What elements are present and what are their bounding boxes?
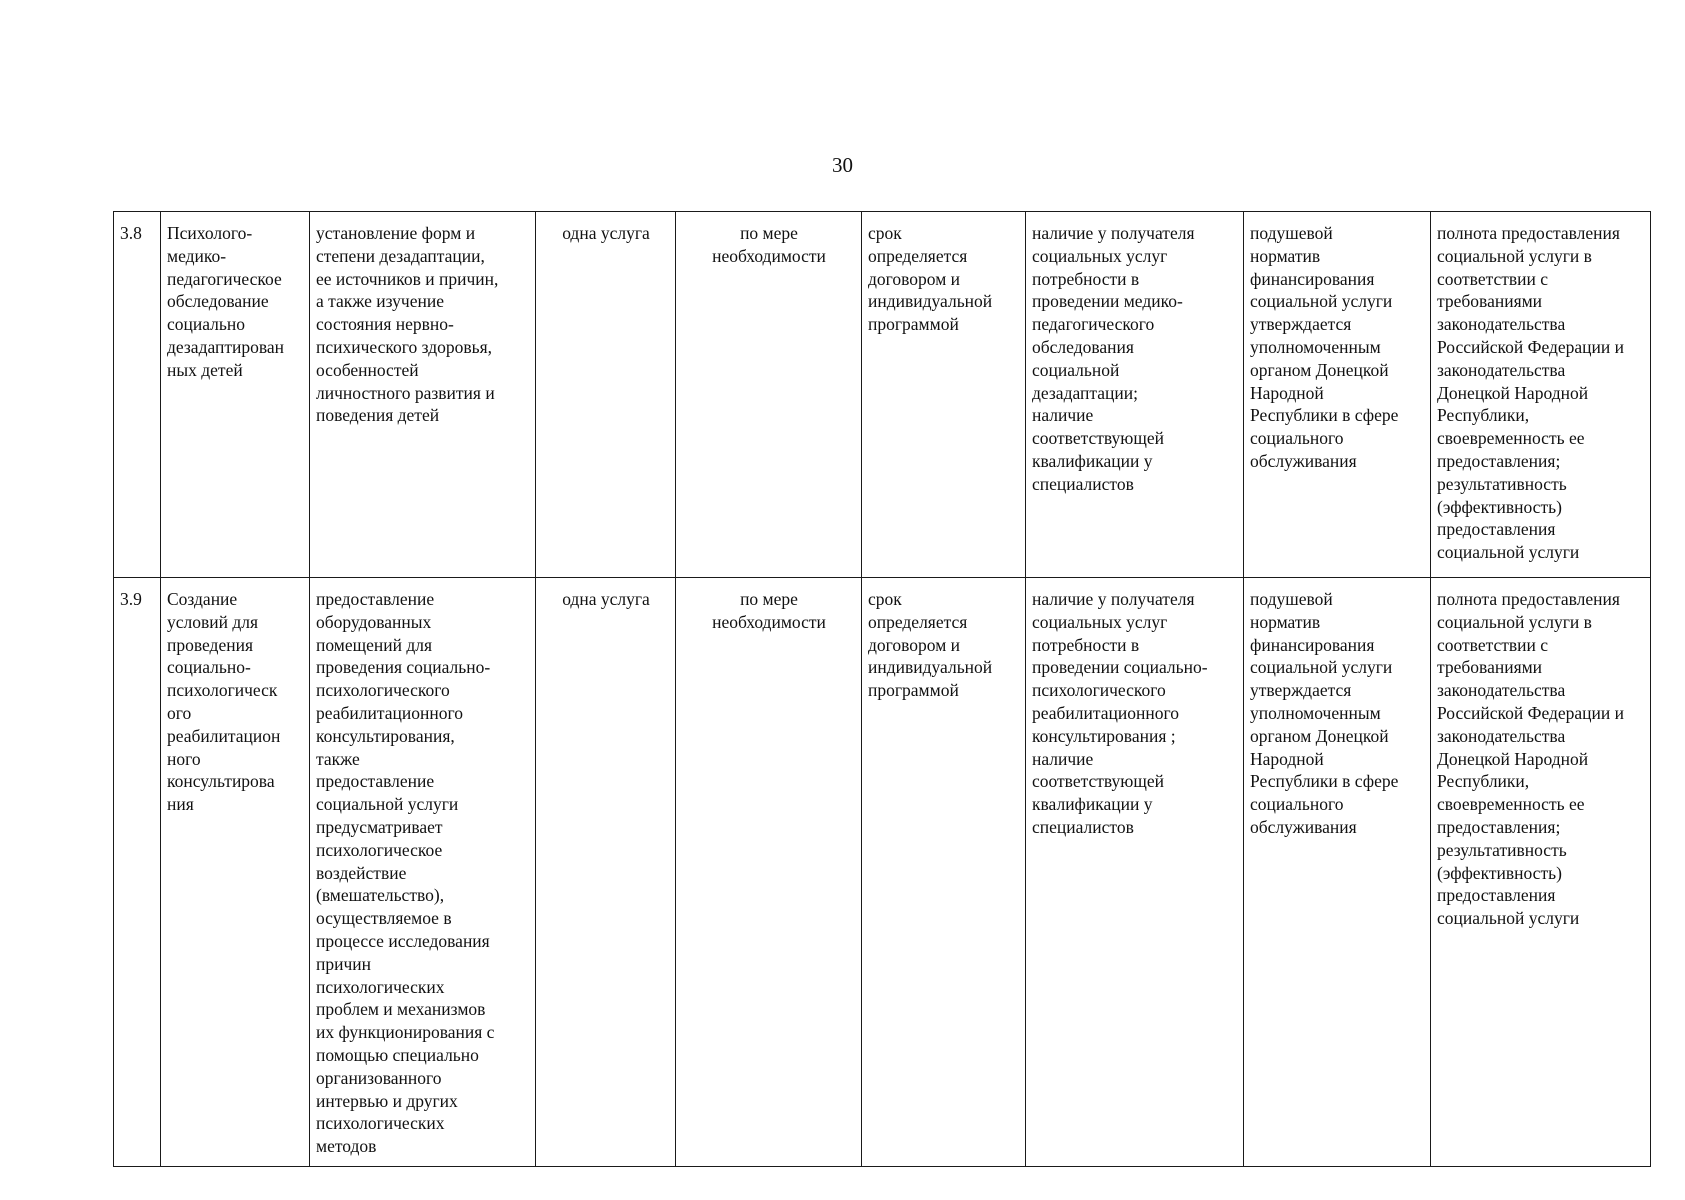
service-unit-cell [536,212,676,578]
service-name: Создание условий для проведения социально- психологическ ого реабилитацион ного консультирова ния [167,589,281,815]
service-conditions: наличие у получателя социальных услуг потребности в проведении социально- психологического реабилитационного консультирования ; наличие соответствующей квалификации у специалистов [1032,589,1208,837]
service-conditions: наличие у получателя социальных услуг потребности в проведении медико- педагогического обследования социальной дезадаптации; наличие соответствующей квалификации у специалистов [1032,223,1195,494]
service-conditions-cell [1026,212,1244,578]
service-name-cell [161,212,310,578]
service-quality: полнота предоставления социальной услуги в соответствии с требованиями законодательства Российской Федерации и законодательства Донецкой Народной Республики, своевременность ее предоставления; результативность (эффективность) предоставления социальной услуги [1437,223,1625,563]
service-name-cell [161,578,310,1167]
service-financing-cell [1244,212,1431,578]
service-periodicity: по мере необходимости [712,589,826,632]
row-number-cell [114,578,161,1167]
service-term-cell [862,212,1026,578]
service-quality-cell [1431,212,1651,578]
service-periodicity: по мере необходимости [712,223,826,266]
service-unit-cell [536,578,676,1167]
table-row [114,578,1651,1167]
service-name: Психолого- медико- педагогическое обследование социально дезадаптирован ных детей [167,223,285,380]
service-periodicity-cell [676,212,862,578]
service-conditions-cell [1026,578,1244,1167]
service-term-cell [862,578,1026,1167]
service-description: предоставление оборудованных помещений для проведения социально- психологического реабилитационного консультирования, также предоставление социальной услуги предусматривает психологическое воздействие (вмешательство), осуществляемое в процессе исследования причин психологических проблем и механизмов их функционирования с помощью специально организованного интервью и других психологических методов [316,589,495,1157]
row-number-cell [114,212,161,578]
service-financing: подушевой норматив финансирования социальной услуги утверждается уполномоченным органом Донецкой Народной Республики в сфере социального обслуживания [1250,589,1399,837]
service-quality: полнота предоставления социальной услуги в соответствии с требованиями законодательства Российской Федерации и законодательства Донецкой Народной Республики, своевременность ее предоставления; результативность (эффективность) предоставления социальной услуги [1437,589,1625,929]
service-unit: одна услуга [562,223,650,243]
page-number: 30 [832,153,853,177]
service-periodicity-cell [676,578,862,1167]
service-financing: подушевой норматив финансирования социальной услуги утверждается уполномоченным органом Донецкой Народной Республики в сфере социального обслуживания [1250,223,1399,471]
row-number: 3.8 [120,223,142,243]
service-term: срок определяется договором и индивидуальной программой [868,589,993,701]
service-description: установление форм и степени дезадаптации, ее источников и причин, а также изучение состояния нервно- психического здоровья, особенностей личностного развития и поведения детей [316,223,499,426]
row-number: 3.9 [120,589,142,609]
service-financing-cell [1244,578,1431,1167]
service-term: срок определяется договором и индивидуальной программой [868,223,993,335]
service-description-cell [310,578,536,1167]
service-description-cell [310,212,536,578]
service-unit: одна услуга [562,589,650,609]
service-quality-cell [1431,578,1651,1167]
services-table [113,211,1651,1167]
table-row [114,212,1651,578]
